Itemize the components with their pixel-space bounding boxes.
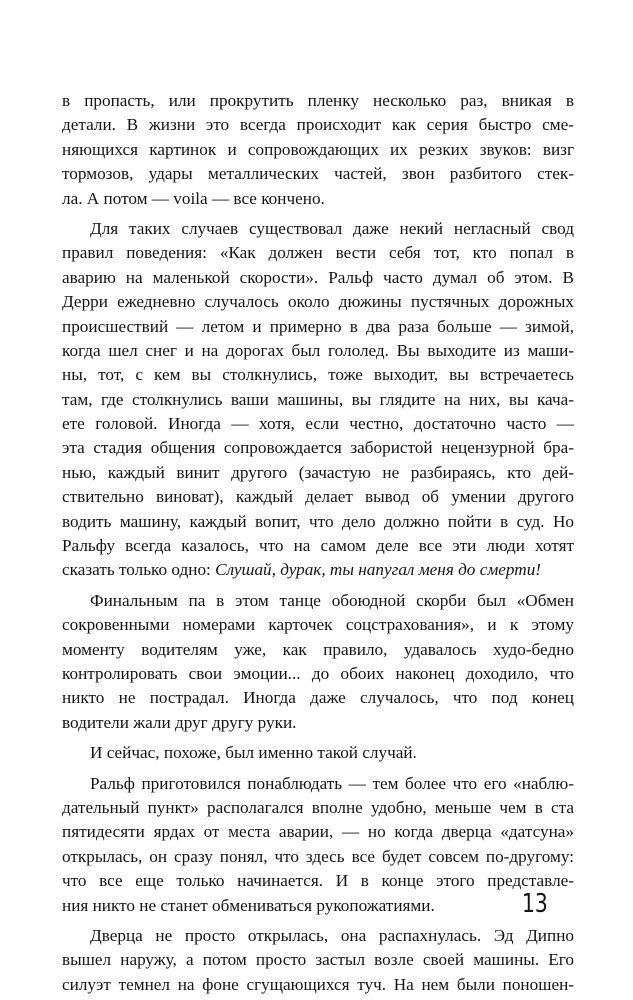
- text-line: аварию на маленькой скорости». Ральф часто думал об этом. В: [62, 267, 574, 287]
- text-line: когда шел снег и на дорогах был гололед. Вы выходите из маши-: [62, 340, 574, 360]
- text-line: детали. В жизни это всегда происходит как серия быстро сме-: [62, 115, 574, 135]
- text-line: Ральфу всегда казалось, что на самом деле все эти люди хотят: [62, 536, 574, 556]
- text-line: сокровенными номерами карточек соцстрахования», и к этому: [62, 615, 574, 635]
- text-line: Дверца не просто открылась, она распахнулась. Эд Дипно: [90, 925, 574, 945]
- text-line: никто не пострадал. Иногда даже случалось, что под конец: [62, 688, 574, 708]
- text-line: нью, каждый винит другого (зачастую не разбираясь, кто дей-: [62, 462, 574, 482]
- page-number: 13: [522, 889, 548, 919]
- text-line: моменту водителям уже, как правило, удавалось худо-бедно: [62, 639, 574, 659]
- text-line: водители жали друг другу руки.: [62, 712, 297, 732]
- text-line: дательный пункт» располагался вполне удобно, меньше чем в ста: [62, 797, 574, 817]
- text-line: правил поведения: «Как должен вести себя тот, кто попал в: [62, 243, 574, 263]
- text-line: Для таких случаев существовал даже некий негласный свод: [90, 218, 574, 238]
- text-line: силуэт темнел на фоне сгущающихся туч. На нем были поношен-: [62, 974, 574, 994]
- text-line: Дерри ежедневно случалось около дюжины пустячных дорожных: [62, 292, 574, 312]
- text-line: пятидесяти ярдах от места аварии, — но когда дверца «датсуна»: [62, 822, 574, 842]
- text-line: Финальным па в этом танце обоюдной скорби был «Обмен: [90, 590, 574, 610]
- body-text: [62, 89, 574, 997]
- text-line: няющихся картинок и сопровождающих их резких звуков: визг: [62, 139, 574, 159]
- text-line: открылась, он сразу понял, что здесь все будет совсем по-другому:: [62, 846, 574, 866]
- text-line: эта стадия общения сопровождается забористой нецензурной бра-: [62, 438, 574, 458]
- text-line: [62, 558, 574, 582]
- text-line: вышел наружу, а потом просто застыл возле своей машины. Его: [62, 950, 574, 970]
- text-line: ете головой. Иногда — хотя, если честно, достаточно часто —: [62, 414, 574, 434]
- text-line: ла. А потом — voila — все кончено.: [62, 188, 325, 208]
- text-line: И сейчас, похоже, был именно такой случай.: [90, 743, 417, 763]
- text-line: ствительно виноват), каждый делает вывод об умении другого: [62, 487, 574, 507]
- text-fragment: сказать только одно:: [62, 560, 211, 580]
- text-line: ния никто не станет обмениваться рукопожатиями.: [62, 895, 435, 915]
- text-line: водить машину, каждый вопит, что дело должно пойти в суд. Но: [62, 511, 574, 531]
- text-line: что все еще только начинается. И в конце этого представле-: [62, 871, 574, 891]
- text-line: тормозов, удары металлических частей, звон разбитого стек-: [62, 164, 574, 184]
- text-line: ны, тот, с кем вы столкнулись, тоже выходит, вы встречаетесь: [62, 365, 574, 385]
- text-line: Ральф приготовился понаблюдать — тем более что его «наблю-: [90, 773, 574, 793]
- text-line: происшествий — летом и примерно в два раза больше — зимой,: [62, 316, 574, 336]
- text-line: в пропасть, или прокрутить пленку несколько раз, вникая в: [62, 91, 574, 110]
- text-line: там, где столкнулись ваши машины, вы глядите на них, вы кача-: [62, 389, 574, 409]
- italic-quote: Слушай, дурак, ты напугал меня до смерти!: [215, 560, 542, 580]
- text-line: контролировать свои эмоции... до обоих наконец доходило, что: [62, 663, 574, 683]
